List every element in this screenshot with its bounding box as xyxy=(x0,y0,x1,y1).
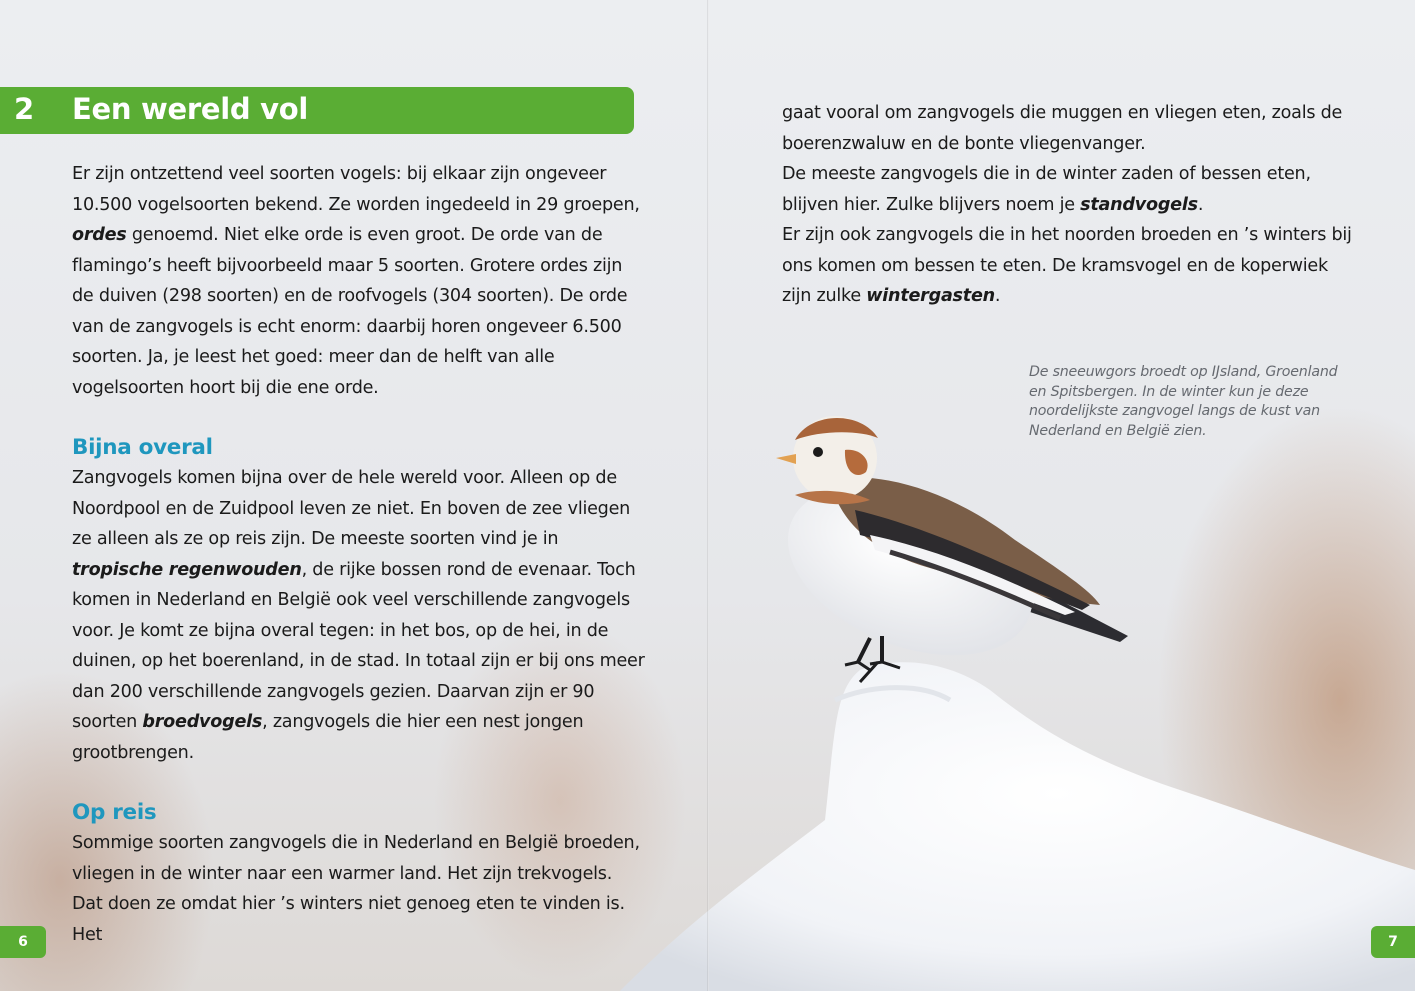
chapter-title: Een wereld vol xyxy=(72,92,309,126)
text-run: Er zijn ontzettend veel soorten vogels: bij elkaar zijn ongeveer 10.500 vogelsoorten bekend. Ze worden ingedeeld in 29 groepen, xyxy=(72,164,640,215)
right-page-text xyxy=(782,98,1362,312)
left-page-text xyxy=(72,159,647,950)
snow-bunting-photo xyxy=(620,400,1415,991)
section-heading-bijna-overal: Bijna overal xyxy=(72,435,213,460)
emphasized-term: ordes xyxy=(72,225,127,245)
text-run: genoemd. Niet elke orde is even groot. De orde van de flamingo’s heeft bijvoorbeeld maar 5 soorten. Grotere ordes zijn de duiven (298 soorten) en de roofvogels (304 soorten). De orde van de zangvogels is echt enorm: daarbij horen ongeveer 6.500 soorten. Ja, je leest het goed: meer dan de helft van alle vogelsoorten hoort bij die ene orde. xyxy=(72,225,628,398)
chapter-header xyxy=(0,87,634,134)
page-number-left: 6 xyxy=(0,926,46,958)
text-run: De meeste zangvogels die in de winter zaden of bessen eten, blijven hier. Zulke blijvers noem je xyxy=(782,164,1311,215)
emphasized-term: standvogels xyxy=(1080,194,1198,215)
text-run: , zangvogels die hier een nest jongen grootbrengen. xyxy=(72,712,584,763)
right-paragraph-3 xyxy=(782,220,1362,312)
text-run: , de rijke bossen rond de evenaar. Toch komen in Nederland en België ook veel verschillende zangvogels voor. Je komt ze bijna overal tegen: in het bos, op de hei, in de duinen, op het boerenland, in de stad. In totaal zijn er bij ons meer dan 200 verschillende zangvogels gezien. Daarvan zijn er 90 soorten xyxy=(72,559,645,732)
intro-paragraph xyxy=(72,159,647,403)
emphasized-term: tropische regenwouden xyxy=(72,559,302,580)
section-paragraph-op-reis xyxy=(72,828,647,950)
text-run: gaat vooral om zangvogels die muggen en vliegen eten, zoals de boerenzwaluw en de bonte vliegenvanger. xyxy=(782,103,1343,154)
emphasized-term: broedvogels xyxy=(142,712,263,732)
text-run: . xyxy=(1197,194,1204,215)
section-paragraph-bijna-overal xyxy=(72,463,647,768)
text-run: Sommige soorten zangvogels die in Nederland en België broeden, vliegen in de winter naar een warmer land. Het zijn trekvogels. Dat doen ze omdat hier ’s winters niet genoeg eten te vinden is. Het xyxy=(72,833,640,945)
page-gutter xyxy=(707,0,709,991)
emphasized-term: wintergasten xyxy=(866,286,995,306)
text-run: Er zijn ook zangvogels die in het noorden broeden en ’s winters bij ons komen om bessen te eten. De kramsvogel en de koperwiek zijn zulke xyxy=(782,225,1352,306)
chapter-number: 2 xyxy=(14,92,35,126)
section-heading-op-reis: Op reis xyxy=(72,800,157,825)
photo-caption: De sneeuwgors broedt op IJsland, Groenland en Spitsbergen. In de winter kun je deze noordelijkste zangvogel langs de kust van Nederland en België zien. xyxy=(1029,364,1338,439)
right-paragraph-2 xyxy=(782,159,1362,220)
text-run: Zangvogels komen bijna over de hele wereld voor. Alleen op de Noordpool en de Zuidpool leven ze niet. En boven de zee vliegen ze alleen als ze op reis zijn. De meeste soorten vind je in xyxy=(72,468,631,549)
right-paragraph-1 xyxy=(782,98,1362,159)
page-number-right: 7 xyxy=(1371,926,1415,958)
text-run: . xyxy=(994,286,1001,306)
